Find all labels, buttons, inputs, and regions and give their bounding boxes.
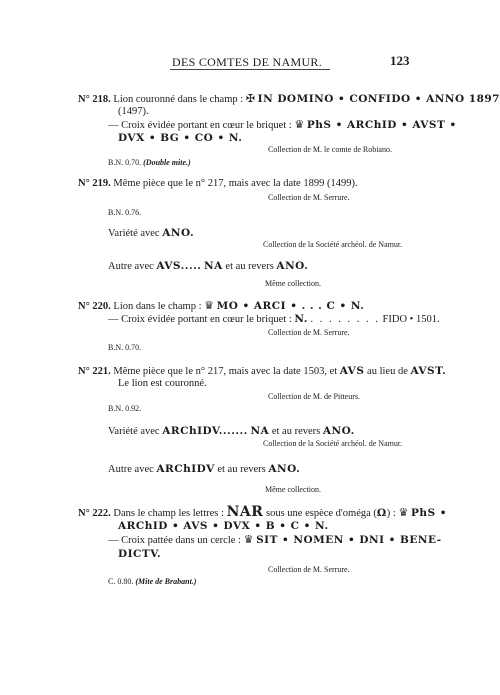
date-text: (1499). (326, 178, 358, 189)
gap-dots: . . . . . . . . (310, 314, 380, 325)
entry-number: N° 218. (78, 94, 111, 105)
entry-number: N° 221. (78, 366, 111, 377)
legend-text: ANO. (268, 463, 301, 475)
crown-icon: ♛ (294, 118, 305, 131)
description-text: Même pièce que le n° 217, mais avec la date 1503, et (113, 366, 338, 377)
entry-221-variant-2 (108, 463, 300, 476)
collection-note: Même collection. (265, 485, 321, 494)
description-text: sous une espèce d'oméga ( (265, 508, 377, 519)
entry-218-reference (108, 157, 191, 169)
description-text: au lieu de (367, 366, 408, 377)
collection-note: Collection de M. le comte de Robiano. (268, 145, 392, 154)
description-text: et au revers (271, 426, 321, 437)
crown-icon: ♛ (398, 506, 409, 519)
reference-note: (Mite de Brabant.) (135, 577, 197, 586)
description-text: Lion couronné dans le champ : (113, 94, 244, 105)
description-text: Variété avec (108, 426, 160, 437)
legend-text: MO • ARCI • . . . C • N. (216, 300, 365, 312)
collection-note: Collection de M. Serrure. (268, 328, 350, 337)
description-text: Même pièce que le n° 217, mais avec la date (113, 178, 301, 189)
entry-222-line-2: ARChID • AVS • DVX • B • C • N. (118, 520, 329, 532)
legend-text: NA (204, 260, 223, 272)
cross-icon: ✠ (245, 92, 256, 105)
entry-222-reference (108, 576, 196, 588)
entry-219-reference: B.N. 0.76. (108, 208, 142, 217)
entry-219-variant-1 (108, 227, 194, 240)
collection-note: Collection de la Société archéol. de Namur. (263, 240, 403, 249)
entry-221-reference: B.N. 0.92. (108, 404, 142, 413)
description-text: — Croix évidée portant en cœur le briquet : (108, 314, 292, 325)
legend-text: AVS (339, 365, 365, 377)
field-letters: NAR (226, 504, 264, 520)
legend-text: AVS..... (156, 260, 202, 272)
entry-number: N° 222. (78, 508, 111, 519)
collection-note: Même collection. (265, 279, 321, 288)
collection-note: Collection de M. de Pitteurs. (268, 392, 360, 401)
description-text: Autre avec (108, 464, 154, 475)
reference-value: C. 0.80. (108, 577, 134, 586)
reference-note: (Double mite.) (143, 158, 191, 167)
crown-icon: ♛ (204, 299, 214, 312)
legend-text: ARChIDV (156, 463, 215, 475)
description-text: Lion dans le champ : (113, 301, 202, 312)
entry-221-variant-1 (108, 425, 355, 438)
entry-221-line-1 (78, 365, 446, 378)
entry-219-line-1 (78, 178, 358, 190)
legend-text: SIT • NOMEN • DNI • BENE- (256, 534, 442, 546)
date-text: 1899 (303, 178, 325, 189)
running-header: DES COMTES DE NAMUR. (172, 55, 323, 69)
entry-220-line-1 (78, 300, 364, 313)
legend-text: PhS • (410, 507, 447, 519)
entry-222-line-4: DICTV. (118, 548, 162, 560)
collection-note: Collection de la Société archéol. de Namur. (263, 439, 403, 448)
entry-222-line-1 (78, 506, 447, 520)
legend-text: FIDO • 1501. (382, 314, 440, 325)
entry-219-variant-2 (108, 260, 308, 273)
legend-text: ANO. (162, 227, 195, 239)
description-text: — Croix évidée portant en cœur le briquet : (108, 120, 292, 131)
entry-221-line-2: Le lion est couronné. (118, 378, 207, 389)
page-number: 123 (390, 53, 410, 68)
omega-glyph: Ω (376, 507, 387, 519)
description-text: Autre avec (108, 261, 154, 272)
legend-text: IN DOMINO • CONFIDO • ANNO 1897 (257, 93, 500, 105)
entry-218-line-1 (78, 93, 500, 106)
description-text: Dans le champ les lettres : (113, 508, 224, 519)
legend-text: AVST. (410, 365, 447, 377)
entry-number: N° 220. (78, 301, 111, 312)
legend-text: PhS • ARChID • AVST • (306, 119, 457, 131)
entry-220-reference: B.N. 0.70. (108, 343, 142, 352)
description-text: ) : (386, 508, 396, 519)
reference-value: B.N. 0.70. (108, 158, 142, 167)
description-text: et au revers (217, 464, 266, 475)
entry-218-line-3 (108, 119, 457, 132)
header-rule (170, 69, 330, 70)
legend-text: ANO. (322, 425, 355, 437)
entry-220-line-2 (108, 313, 440, 326)
description-text: et au revers (225, 261, 274, 272)
legend-text: ANO. (276, 260, 309, 272)
entry-218-line-4: DVX • BG • CO • N. (118, 132, 243, 144)
legend-text: N. (294, 313, 308, 325)
entry-218-line-2: (1497). (118, 106, 149, 117)
entry-222-line-3 (108, 534, 442, 547)
collection-note: Collection de M. Serrure. (268, 193, 350, 202)
collection-note: Collection de M. Serrure. (268, 565, 350, 574)
entry-number: N° 219. (78, 178, 111, 189)
description-text: Variété avec (108, 228, 160, 239)
legend-text: NA (250, 425, 270, 437)
legend-text: ARChIDV....... (162, 425, 248, 437)
crown-icon: ♛ (243, 533, 254, 546)
description-text: — Croix pattée dans un cercle : (108, 535, 241, 546)
